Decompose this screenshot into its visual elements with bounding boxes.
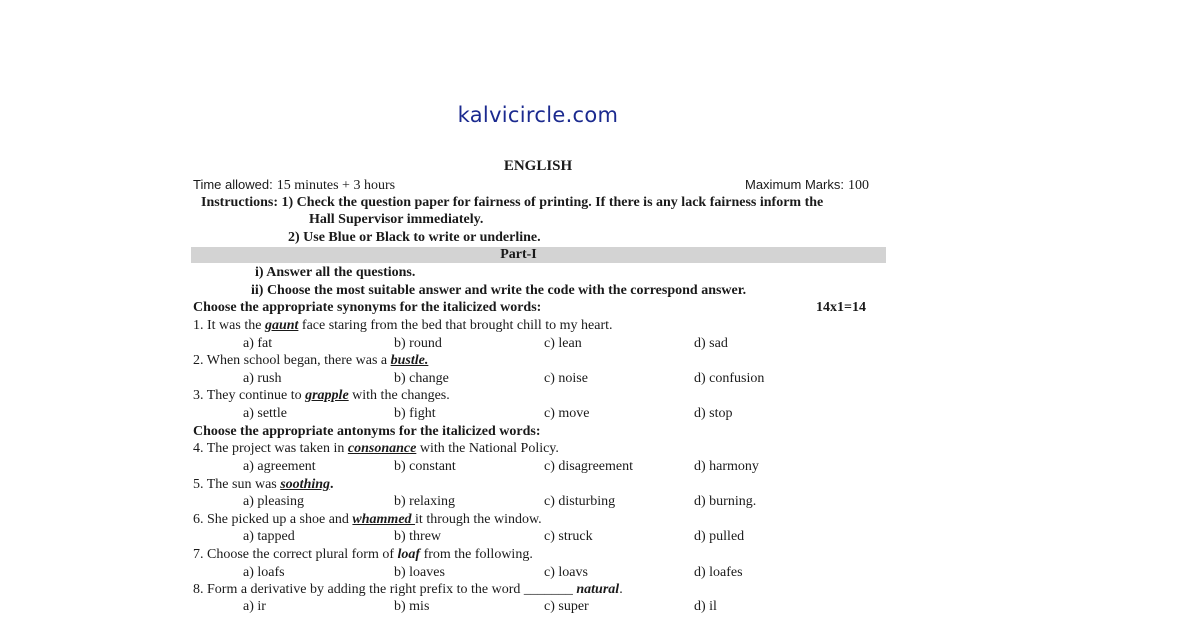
part-instruction-1: i) Answer all the questions.: [255, 265, 416, 280]
question-6: [193, 512, 542, 528]
marks-label: Maximum Marks:: [745, 177, 844, 192]
instruction-2: 2) Use Blue or Black to write or underline.: [288, 230, 541, 245]
question-text: .: [619, 582, 623, 597]
question-text: They continue to: [203, 388, 306, 403]
question-text: It was the: [203, 318, 265, 333]
question-number: 1.: [193, 318, 204, 333]
question-text: with the National Policy.: [416, 441, 559, 456]
option-d: d) confusion: [694, 371, 765, 386]
option-c: c) lean: [544, 336, 582, 351]
section-marks: 14x1=14: [816, 300, 866, 315]
question-4: [193, 441, 559, 457]
question-number: 4.: [193, 441, 204, 456]
time-allowed: [193, 176, 395, 194]
keyword: consonance: [347, 441, 417, 456]
keyword: bustle.: [390, 353, 429, 368]
question-text: Choose the correct plural form of: [203, 547, 398, 562]
question-text: from the following.: [420, 547, 533, 562]
option-a: a) rush: [243, 371, 282, 386]
option-b: b) change: [394, 371, 449, 386]
question-number: 6.: [193, 512, 204, 527]
option-d: d) harmony: [694, 459, 759, 474]
question-7: [193, 547, 533, 563]
option-d: d) il: [694, 599, 717, 614]
part-band: [191, 247, 886, 263]
option-d: d) loafes: [694, 565, 743, 580]
part-title: Part-I: [500, 247, 537, 262]
question-2: [193, 353, 428, 369]
part-instruction-2: ii) Choose the most suitable answer and write the code with the correspond answer.: [251, 283, 747, 298]
question-text: She picked up a shoe and: [203, 512, 353, 527]
keyword: natural: [576, 582, 620, 597]
instructions-line1: [201, 195, 823, 211]
keyword: loaf: [397, 547, 421, 562]
keyword: grapple: [305, 388, 349, 403]
question-text: .: [330, 477, 334, 492]
option-c: c) loavs: [544, 565, 588, 580]
option-b: b) loaves: [394, 565, 445, 580]
option-c: c) super: [544, 599, 589, 614]
question-number: 8.: [193, 582, 204, 597]
question-8: [193, 582, 623, 598]
question-text: The project was taken in: [203, 441, 348, 456]
option-b: b) constant: [394, 459, 456, 474]
section-synonyms-title: Choose the appropriate synonyms for the italicized words:: [193, 300, 542, 315]
marks-value: 100: [847, 178, 869, 193]
instructions-label: Instructions:: [201, 195, 279, 210]
question-text: Form a derivative by adding the right prefix to the word _______: [203, 582, 577, 597]
option-b: b) round: [394, 336, 442, 351]
option-b: b) relaxing: [394, 494, 456, 509]
option-c: c) disturbing: [544, 494, 616, 509]
option-d: d) pulled: [694, 529, 745, 544]
option-d: d) burning.: [694, 494, 757, 509]
option-a: a) settle: [243, 406, 287, 421]
option-a: a) tapped: [243, 529, 295, 544]
instruction-1: 1) Check the question paper for fairness of printing. If there is any lack fairness inform the: [281, 195, 824, 210]
question-text: face staring from the bed that brought chill to my heart.: [298, 318, 613, 333]
option-a: a) pleasing: [243, 494, 305, 509]
question-number: 3.: [193, 388, 204, 403]
option-c: c) struck: [544, 529, 593, 544]
question-5: [193, 477, 334, 493]
question-3: [193, 388, 450, 404]
keyword: gaunt: [264, 318, 299, 333]
option-a: a) agreement: [243, 459, 316, 474]
option-c: c) noise: [544, 371, 588, 386]
question-number: 2.: [193, 353, 204, 368]
option-a: a) fat: [243, 336, 273, 351]
time-value: 15 minutes + 3 hours: [276, 178, 396, 193]
question-number: 7.: [193, 547, 204, 562]
section-antonyms-title: Choose the appropriate antonyms for the italicized words:: [193, 424, 541, 439]
question-text: When school began, there was a: [206, 353, 391, 368]
site-header: kalvicircle.com: [457, 103, 619, 127]
maximum-marks: [745, 176, 869, 194]
option-b: b) fight: [394, 406, 436, 421]
keyword: soothing: [280, 477, 331, 492]
option-c: c) disagreement: [544, 459, 634, 474]
option-d: d) stop: [694, 406, 733, 421]
time-label: Time allowed:: [193, 177, 273, 192]
subject-title: ENGLISH: [503, 158, 573, 174]
question-text: it through the window.: [415, 512, 542, 527]
question-1: [193, 318, 613, 334]
question-text: with the changes.: [348, 388, 450, 403]
keyword: whammed: [352, 512, 416, 527]
option-c: c) move: [544, 406, 590, 421]
question-text: The sun was: [203, 477, 281, 492]
option-a: a) ir: [243, 599, 266, 614]
option-a: a) loafs: [243, 565, 285, 580]
option-b: b) threw: [394, 529, 442, 544]
question-number: 5.: [193, 477, 204, 492]
instruction-1-cont: Hall Supervisor immediately.: [309, 212, 484, 227]
option-b: b) mis: [394, 599, 430, 614]
option-d: d) sad: [694, 336, 728, 351]
